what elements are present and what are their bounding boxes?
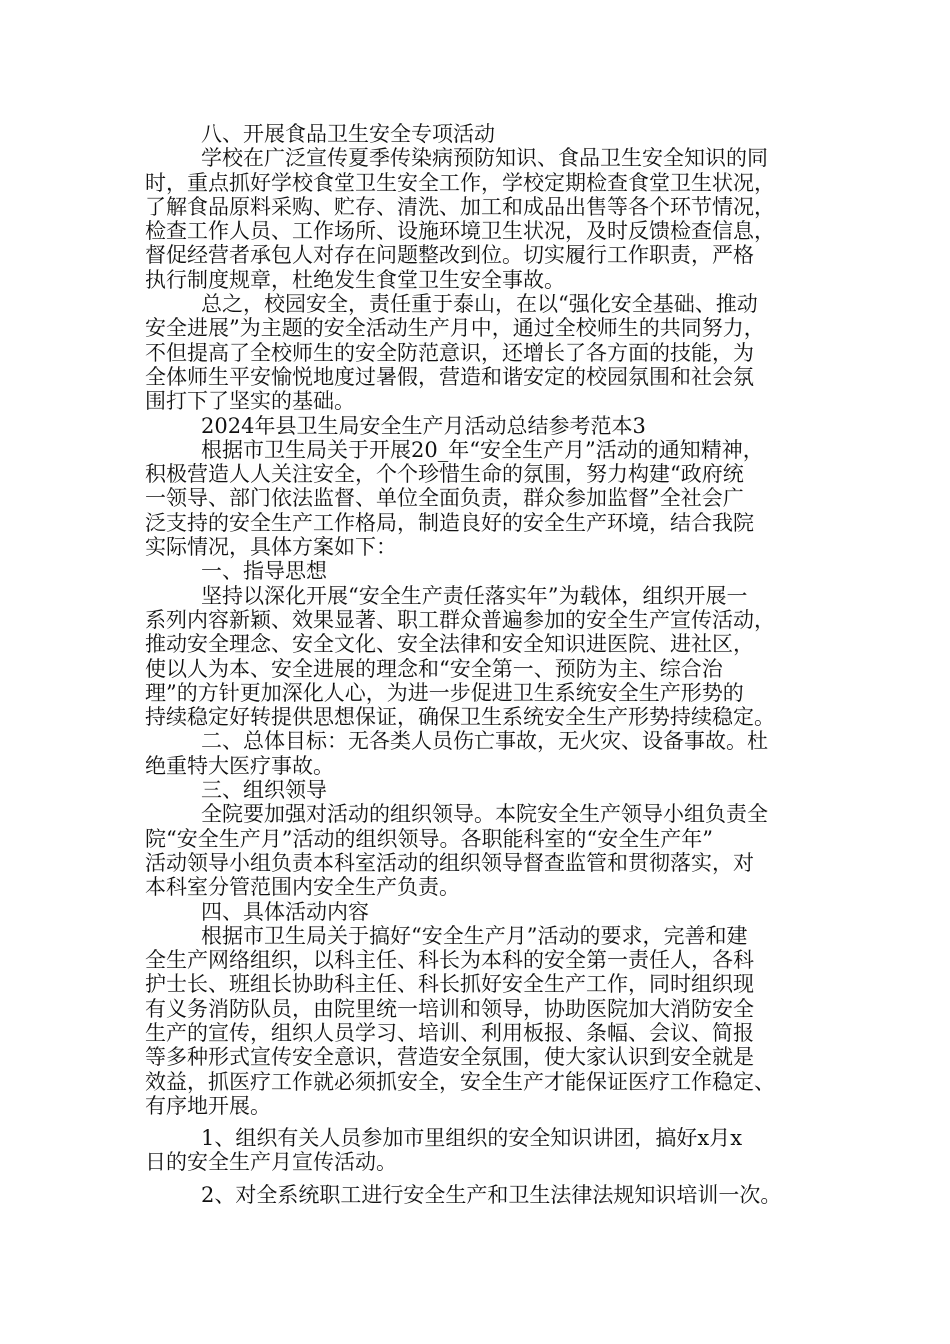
- text-line: 全体师生平安愉悦地度过暑假，营造和谐安定的校园氛围和社会氛: [145, 364, 754, 389]
- text-line: 泛支持的安全生产工作格局，制造良好的安全生产环境，结合我院: [145, 510, 754, 535]
- text-line: 绝重特大医疗事故。: [145, 753, 334, 778]
- text-line: 安全进展”为主题的安全活动生产月中，通过全校师生的共同努力，: [145, 316, 765, 341]
- text-line: 实际情况，具体方案如下：: [145, 535, 397, 560]
- text-line: 活动领导小组负责本科室活动的组织领导督查监管和贯彻落实，对: [145, 850, 754, 875]
- text-line: 总之，校园安全，责任重于泰山，在以“强化安全基础、推动: [201, 292, 758, 317]
- text-line: 全生产网络组织，以科主任、科长为本科的安全第一责任人，各科: [145, 948, 754, 973]
- text-line: 护士长、班组长协助科主任、科长抓好安全生产工作，同时组织现: [145, 972, 754, 997]
- text-line: 坚持以深化开展“安全生产责任落实年”为载体，组织开展一: [201, 583, 748, 608]
- text-line: 2024年县卫生局安全生产月活动总结参考范本3: [201, 413, 646, 438]
- text-line: 了解食品原料采购、贮存、清洗、加工和成品出售等各个环节情况，: [145, 194, 775, 219]
- text-line: 全院要加强对活动的组织领导。本院安全生产领导小组负责全: [201, 802, 768, 827]
- text-line: 有序地开展。: [145, 1093, 271, 1118]
- text-line: 三、组织领导: [201, 778, 327, 803]
- text-line: 院“安全生产月”活动的组织领导。各职能科室的“安全生产年”: [145, 826, 713, 851]
- text-line: 系列内容新颖、效果显著、职工群众普遍参加的安全生产宣传活动，: [145, 607, 775, 632]
- text-line: 不但提高了全校师生的安全防范意识，还增长了各方面的技能，为: [145, 340, 754, 365]
- text-line: 推动安全理念、安全文化、安全法律和安全知识进医院、进社区，: [145, 632, 754, 657]
- text-line: 效益，抓医疗工作就必须抓安全，安全生产才能保证医疗工作稳定、: [145, 1069, 775, 1094]
- text-line: 使以人为本、安全进展的理念和“安全第一、预防为主、综合治: [145, 656, 723, 681]
- text-line: 八、开展食品卫生安全专项活动: [201, 122, 495, 146]
- text-line: 理”的方针更加深化人心，为进一步促进卫生系统安全生产形势的: [145, 680, 744, 705]
- document-page: [145, 122, 810, 1207]
- text-line: 督促经营者承包人对存在问题整改到位。切实履行工作职责，严格: [145, 243, 754, 268]
- text-line: 检查工作人员、工作场所、设施环境卫生状况，及时反馈检查信息，: [145, 219, 775, 244]
- text-line: 本科室分管范围内安全生产负责。: [145, 875, 460, 900]
- text-line: 1、组织有关人员参加市里组织的安全知识讲团，搞好x月x: [201, 1126, 743, 1151]
- text-line: 日的安全生产月宣传活动。: [145, 1150, 397, 1175]
- text-line: 2、对全系统职工进行安全生产和卫生法律法规知识培训一次。: [201, 1182, 782, 1207]
- text-line: 四、具体活动内容: [201, 899, 369, 924]
- text-line: 有义务消防队员，由院里统一培训和领导，协助医院加大消防安全: [145, 996, 754, 1021]
- text-line: 根据市卫生局关于开展20_年“安全生产月”活动的通知精神，: [201, 437, 764, 462]
- text-line: 一领导、部门依法监督、单位全面负责，群众参加监督”全社会广: [145, 486, 744, 511]
- text-line: 等多种形式宣传安全意识，营造安全氛围，使大家认识到安全就是: [145, 1045, 754, 1070]
- text-line: 时，重点抓好学校食堂卫生安全工作，学校定期检查食堂卫生状况，: [145, 170, 775, 195]
- text-line: 学校在广泛宣传夏季传染病预防知识、食品卫生安全知识的同: [201, 146, 768, 171]
- text-line: 积极营造人人关注安全，个个珍惜生命的氛围，努力构建“政府统: [145, 462, 744, 487]
- text-line: 一、指导思想: [201, 559, 327, 584]
- text-line: 围打下了坚实的基础。: [145, 389, 355, 414]
- text-line: 执行制度规章，杜绝发生食堂卫生安全事故。: [145, 267, 565, 292]
- text-line: 根据市卫生局关于搞好“安全生产月”活动的要求，完善和建: [201, 923, 748, 948]
- text-line: 持续稳定好转提供思想保证，确保卫生系统安全生产形势持续稳定。: [145, 705, 775, 730]
- text-line: 二、总体目标：无各类人员伤亡事故，无火灾、设备事故。杜: [201, 729, 768, 754]
- text-line: 生产的宣传，组织人员学习、培训、利用板报、条幅、会议、简报: [145, 1020, 754, 1045]
